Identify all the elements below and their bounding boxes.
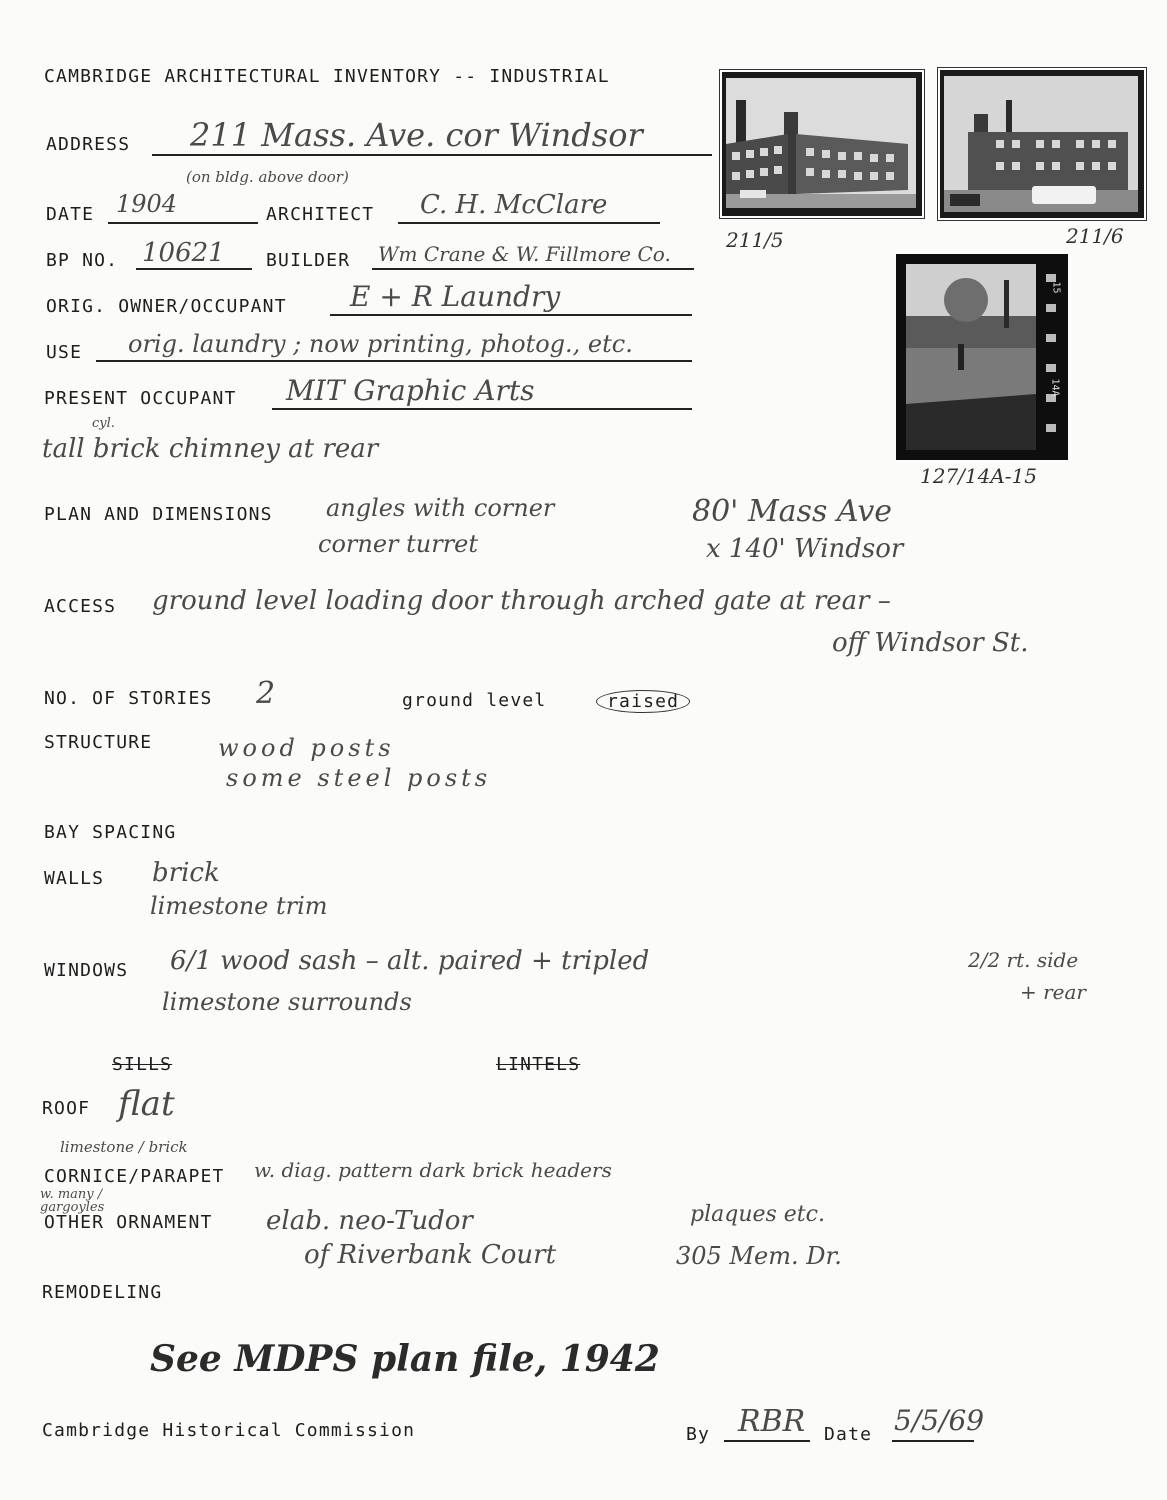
access-line1: ground level loading door through arched gate at rear – xyxy=(152,586,891,616)
orig-owner-line xyxy=(330,314,692,316)
cornice-pre: limestone / brick xyxy=(60,1138,188,1156)
date-label: DATE xyxy=(46,204,95,225)
architect-value: C. H. McClare xyxy=(420,190,608,220)
ornament-right2: 305 Mem. Dr. xyxy=(676,1242,842,1270)
note-insert: cyl. xyxy=(92,416,115,431)
structure-label: STRUCTURE xyxy=(44,732,153,753)
cornice-label: CORNICE/PARAPET xyxy=(44,1166,225,1187)
date-value: 1904 xyxy=(116,190,178,218)
cornice-value: w. diag. pattern dark brick headers xyxy=(254,1158,612,1182)
builder-value: Wm Crane & W. Fillmore Co. xyxy=(378,242,671,266)
footer-org: Cambridge Historical Commission xyxy=(42,1420,416,1441)
cornice-post: w. many / gargoyles xyxy=(40,1187,105,1215)
by-value: RBR xyxy=(738,1404,806,1439)
walls-line2: limestone trim xyxy=(150,892,328,920)
sills-label: SILLS xyxy=(112,1054,173,1075)
dim-line1: 80' Mass Ave xyxy=(692,494,893,529)
present-occupant-value: MIT Graphic Arts xyxy=(286,374,535,407)
ornament-line2: of Riverbank Court xyxy=(304,1240,557,1270)
bay-spacing-label: BAY SPACING xyxy=(44,822,177,843)
address-line xyxy=(152,154,712,156)
bp-no-value: 10621 xyxy=(142,238,225,268)
raised-option: raised xyxy=(596,690,690,713)
ornament-line1: elab. neo-Tudor xyxy=(266,1206,473,1236)
date-line xyxy=(108,222,258,224)
plan-dimensions-label: PLAN AND DIMENSIONS xyxy=(44,504,273,525)
photo3-caption: 127/14A-15 xyxy=(920,464,1038,488)
note-value: tall brick chimney at rear xyxy=(42,434,379,464)
windows-line1: 6/1 wood sash – alt. paired + tripled xyxy=(170,946,650,976)
orig-owner-label: ORIG. OWNER/OCCUPANT xyxy=(46,296,287,317)
photo-street-view-image xyxy=(896,254,1068,460)
photo3-frame-top: 15 xyxy=(1050,281,1062,294)
lintels-label: LINTELS xyxy=(496,1054,581,1075)
structure-line2: some steel posts xyxy=(226,764,492,792)
bp-no-line xyxy=(136,268,252,270)
windows-label: WINDOWS xyxy=(44,960,129,981)
form-title: CAMBRIDGE ARCHITECTURAL INVENTORY -- INDUSTRIAL xyxy=(44,66,610,87)
walls-line1: brick xyxy=(152,858,220,888)
remodeling-label: REMODELING xyxy=(42,1282,163,1303)
address-label: ADDRESS xyxy=(46,134,131,155)
ground-level-label: ground level xyxy=(402,690,547,711)
plan-line2: corner turret xyxy=(318,530,479,558)
dim-line2: x 140' Windsor xyxy=(706,534,904,564)
stories-value: 2 xyxy=(256,676,276,711)
by-line xyxy=(724,1440,810,1442)
use-value: orig. laundry ; now printing, photog., etc. xyxy=(128,330,633,358)
builder-label: BUILDER xyxy=(266,250,351,271)
photo-building-corner xyxy=(720,70,924,218)
photo1-caption: 211/5 xyxy=(726,228,784,252)
windows-line2: limestone surrounds xyxy=(162,988,412,1016)
date-footer-value: 5/5/69 xyxy=(894,1404,985,1437)
photo-building-front-image xyxy=(940,70,1144,218)
date-note: (on bldg. above door) xyxy=(186,168,349,186)
structure-line1: wood posts xyxy=(218,734,395,762)
windows-side2: + rear xyxy=(1020,980,1086,1004)
present-occupant-line xyxy=(272,408,692,410)
present-occupant-label: PRESENT OCCUPANT xyxy=(44,388,237,409)
by-label: By xyxy=(686,1424,711,1445)
use-line xyxy=(96,360,692,362)
photo-building-front xyxy=(938,68,1146,220)
use-label: USE xyxy=(46,342,83,363)
bp-no-label: BP NO. xyxy=(46,250,119,271)
other-ornament-label: OTHER ORNAMENT xyxy=(44,1212,213,1233)
orig-owner-value: E + R Laundry xyxy=(350,280,561,313)
roof-value: flat xyxy=(118,1084,175,1124)
photo-street-view xyxy=(896,254,1068,460)
photo3-frame-bottom: 14A xyxy=(1049,378,1061,397)
photo2-caption: 211/6 xyxy=(1066,224,1124,248)
builder-line xyxy=(372,268,694,270)
plan-line1: angles with corner xyxy=(326,494,555,522)
stories-label: NO. OF STORIES xyxy=(44,688,213,709)
date-footer-label: Date xyxy=(824,1424,873,1445)
windows-side: 2/2 rt. side xyxy=(968,948,1079,972)
remodeling-value: See MDPS plan file, 1942 xyxy=(150,1338,660,1380)
access-label: ACCESS xyxy=(44,596,117,617)
access-line2: off Windsor St. xyxy=(832,628,1029,658)
roof-label: ROOF xyxy=(42,1098,91,1119)
ornament-right1: plaques etc. xyxy=(690,1202,825,1227)
date-footer-line xyxy=(892,1440,974,1442)
photo-building-corner-image xyxy=(722,72,922,216)
address-value: 211 Mass. Ave. cor Windsor xyxy=(190,116,643,154)
walls-label: WALLS xyxy=(44,868,105,889)
architect-label: ARCHITECT xyxy=(266,204,375,225)
architect-line xyxy=(398,222,660,224)
